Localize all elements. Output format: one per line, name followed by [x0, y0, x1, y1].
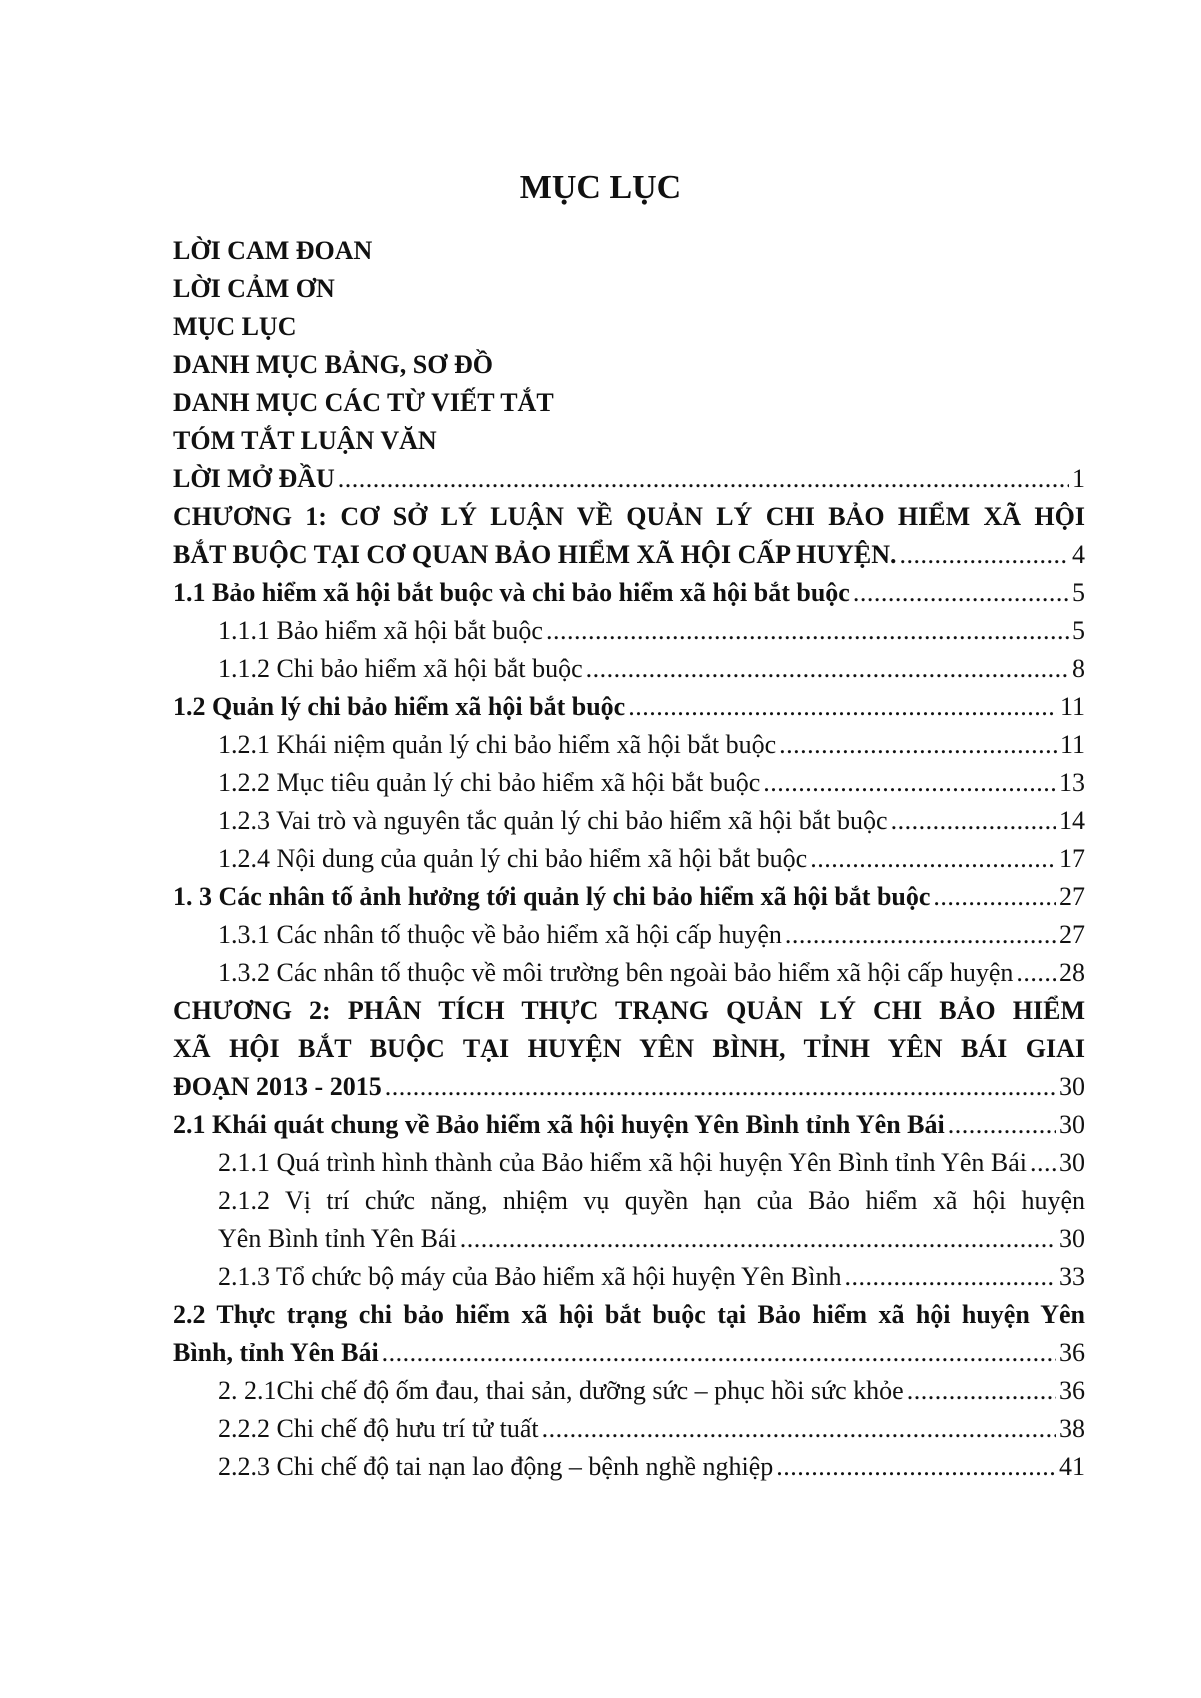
- toc-entry-title: DANH MỤC BẢNG, SƠ ĐỒ: [173, 350, 493, 379]
- toc-entry-page: 28: [1059, 958, 1085, 987]
- toc-entry[interactable]: [173, 688, 1085, 726]
- toc-entry-title: LỜI CẢM ƠN: [173, 274, 335, 303]
- toc-entry[interactable]: [173, 916, 1085, 954]
- toc-entry-title: ĐOẠN 2013 - 2015: [173, 1072, 382, 1101]
- toc-entry-title: 1.1 Bảo hiểm xã hội bắt buộc và chi bảo hiểm xã hội bắt buộc: [173, 578, 850, 607]
- toc-entry[interactable]: [173, 802, 1085, 840]
- toc-entry[interactable]: [173, 1220, 1085, 1258]
- toc-entry-page: 11: [1059, 730, 1085, 759]
- toc-entry[interactable]: [173, 384, 1085, 422]
- toc-entry-title: 1.2.4 Nội dung của quản lý chi bảo hiểm xã hội bắt buộc: [218, 844, 808, 873]
- page-title: MỤC LỤC: [519, 169, 682, 206]
- toc-entry-page: 14: [1059, 806, 1085, 835]
- toc-entry-title: 1.1.2 Chi bảo hiểm xã hội bắt buộc: [218, 654, 583, 683]
- dot-leader: [900, 536, 1069, 574]
- toc-entry-title: 1.3.2 Các nhân tố thuộc về môi trường bên ngoài bảo hiểm xã hội cấp huyện: [218, 958, 1014, 987]
- toc-entry[interactable]: [173, 1258, 1085, 1296]
- toc-entry[interactable]: [173, 1030, 1085, 1068]
- toc-entry-page: 30: [1059, 1148, 1085, 1177]
- toc-entry-title: 2.1.1 Quá trình hình thành của Bảo hiểm xã hội huyện Yên Bình tỉnh Yên Bái: [218, 1148, 1027, 1177]
- toc-entry-page: 38: [1059, 1414, 1085, 1443]
- toc-entry-page: 30: [1059, 1110, 1085, 1139]
- dot-leader: [1016, 954, 1056, 992]
- dot-leader: [628, 688, 1057, 726]
- toc-entry-title: 2.2.2 Chi chế độ hưu trí tử tuất: [218, 1414, 539, 1443]
- dot-leader: [779, 726, 1057, 764]
- toc-entry-title: 2.1.2 Vị trí chức năng, nhiệm vụ quyền hạn của Bảo hiểm xã hội huyện: [218, 1186, 1085, 1215]
- toc-entry-title: 1.2.2 Mục tiêu quản lý chi bảo hiểm xã hội bắt buộc: [218, 768, 761, 797]
- toc-entry-title: BẮT BUỘC TẠI CƠ QUAN BẢO HIỂM XÃ HỘI CẤP HUYỆN.: [173, 540, 897, 569]
- toc-entry-page: 27: [1059, 882, 1085, 911]
- toc-entry-title: 2.1 Khái quát chung về Bảo hiểm xã hội huyện Yên Bình tỉnh Yên Bái: [173, 1110, 945, 1139]
- dot-leader: [586, 650, 1069, 688]
- toc-entry-title: CHƯƠNG 2: PHÂN TÍCH THỰC TRẠNG QUẢN LÝ CHI BẢO HIỂM: [173, 996, 1085, 1025]
- dot-leader: [542, 1410, 1056, 1448]
- toc-entry[interactable]: [173, 232, 1085, 270]
- toc-entry-page: 36: [1059, 1376, 1085, 1405]
- toc-entry-title: DANH MỤC CÁC TỪ VIẾT TẮT: [173, 388, 554, 417]
- dot-leader: [907, 1372, 1056, 1410]
- toc-entry-page: 33: [1059, 1262, 1085, 1291]
- toc-entry[interactable]: [173, 1106, 1085, 1144]
- toc-entry[interactable]: [173, 726, 1085, 764]
- toc-entry[interactable]: [173, 1448, 1085, 1486]
- toc-entry[interactable]: [173, 612, 1085, 650]
- dot-leader: [810, 840, 1056, 878]
- toc-entry-title: TÓM TẮT LUẬN VĂN: [173, 426, 437, 455]
- toc-entry-page: 30: [1059, 1072, 1085, 1101]
- toc-entry-title: 1.2 Quản lý chi bảo hiểm xã hội bắt buộc: [173, 692, 626, 721]
- toc-entry[interactable]: [173, 270, 1085, 308]
- dot-leader: [382, 1334, 1056, 1372]
- toc-entry-page: 4: [1072, 540, 1085, 569]
- dot-leader: [933, 878, 1056, 916]
- dot-leader: [776, 1448, 1056, 1486]
- toc-entry[interactable]: [173, 840, 1085, 878]
- dot-leader: [948, 1106, 1056, 1144]
- toc-entry-title: 1.1.1 Bảo hiểm xã hội bắt buộc: [218, 616, 543, 645]
- toc-entry-title: 1.2.3 Vai trò và nguyên tắc quản lý chi bảo hiểm xã hội bắt buộc: [218, 806, 888, 835]
- toc-entry-page: 5: [1072, 578, 1085, 607]
- toc-entry[interactable]: [173, 954, 1085, 992]
- toc-entry-title: 1. 3 Các nhân tố ảnh hưởng tới quản lý chi bảo hiểm xã hội bắt buộc: [173, 882, 931, 911]
- toc-entry-title: 1.3.1 Các nhân tố thuộc về bảo hiểm xã hội cấp huyện: [218, 920, 782, 949]
- toc-entry-title: LỜI MỞ ĐẦU: [173, 464, 335, 493]
- dot-leader: [385, 1068, 1056, 1106]
- toc-entry-title: 2.1.3 Tổ chức bộ máy của Bảo hiểm xã hội huyện Yên Bình: [218, 1262, 842, 1291]
- toc-entry-title: LỜI CAM ĐOAN: [173, 236, 373, 265]
- toc-entry-page: 13: [1059, 768, 1085, 797]
- dot-leader: [460, 1220, 1056, 1258]
- toc-entry[interactable]: [173, 308, 1085, 346]
- toc-entry[interactable]: [173, 536, 1085, 574]
- toc-entry-title: MỤC LỤC: [173, 312, 297, 341]
- toc-entry[interactable]: [173, 422, 1085, 460]
- toc-entry[interactable]: [173, 574, 1085, 612]
- toc-entry[interactable]: [173, 1068, 1085, 1106]
- dot-leader: [338, 460, 1069, 498]
- toc-entry[interactable]: [173, 498, 1085, 536]
- dot-leader: [891, 802, 1056, 840]
- toc-entry-page: 1: [1072, 464, 1085, 493]
- toc-entry-title: CHƯƠNG 1: CƠ SỞ LÝ LUẬN VỀ QUẢN LÝ CHI BẢO HIỂM XÃ HỘI: [173, 502, 1085, 531]
- toc-entry-title: 1.2.1 Khái niệm quản lý chi bảo hiểm xã hội bắt buộc: [218, 730, 777, 759]
- dot-leader: [763, 764, 1056, 802]
- toc-entry[interactable]: [173, 764, 1085, 802]
- toc-entry-page: 36: [1059, 1338, 1085, 1367]
- toc-entry-page: 27: [1059, 920, 1085, 949]
- toc-entry[interactable]: [173, 1372, 1085, 1410]
- dot-leader: [1030, 1144, 1056, 1182]
- toc-entry-title: 2. 2.1Chi chế độ ốm đau, thai sản, dưỡng sức – phục hồi sức khỏe: [218, 1376, 904, 1405]
- toc-entry[interactable]: [173, 1334, 1085, 1372]
- dot-leader: [785, 916, 1056, 954]
- toc-entry[interactable]: [173, 346, 1085, 384]
- toc-entry-page: 5: [1072, 616, 1085, 645]
- toc-entry-page: 11: [1059, 692, 1085, 721]
- toc-entry-title: 2.2 Thực trạng chi bảo hiểm xã hội bắt buộc tại Bảo hiểm xã hội huyện Yên: [173, 1300, 1085, 1329]
- toc-entry[interactable]: [173, 992, 1085, 1030]
- toc-entry[interactable]: [173, 878, 1085, 916]
- toc-entry-page: 41: [1059, 1452, 1085, 1481]
- toc-entry-title: XÃ HỘI BẮT BUỘC TẠI HUYỆN YÊN BÌNH, TỈNH YÊN BÁI GIAI: [173, 1034, 1085, 1063]
- toc-entry-page: 30: [1059, 1224, 1085, 1253]
- table-of-contents: [173, 232, 1085, 1486]
- toc-entry[interactable]: [173, 1410, 1085, 1448]
- toc-entry-page: 17: [1059, 844, 1085, 873]
- dot-leader: [845, 1258, 1056, 1296]
- toc-entry[interactable]: [173, 650, 1085, 688]
- toc-entry[interactable]: [173, 1182, 1085, 1220]
- toc-entry[interactable]: [173, 1296, 1085, 1334]
- toc-entry[interactable]: [173, 460, 1085, 498]
- dot-leader: [546, 612, 1069, 650]
- toc-entry-page: 8: [1072, 654, 1085, 683]
- toc-entry[interactable]: [173, 1144, 1085, 1182]
- toc-entry-title: 2.2.3 Chi chế độ tai nạn lao động – bệnh nghề nghiệp: [218, 1452, 774, 1481]
- toc-entry-title: Yên Bình tỉnh Yên Bái: [218, 1224, 457, 1253]
- dot-leader: [853, 574, 1069, 612]
- toc-entry-title: Bình, tỉnh Yên Bái: [173, 1338, 379, 1367]
